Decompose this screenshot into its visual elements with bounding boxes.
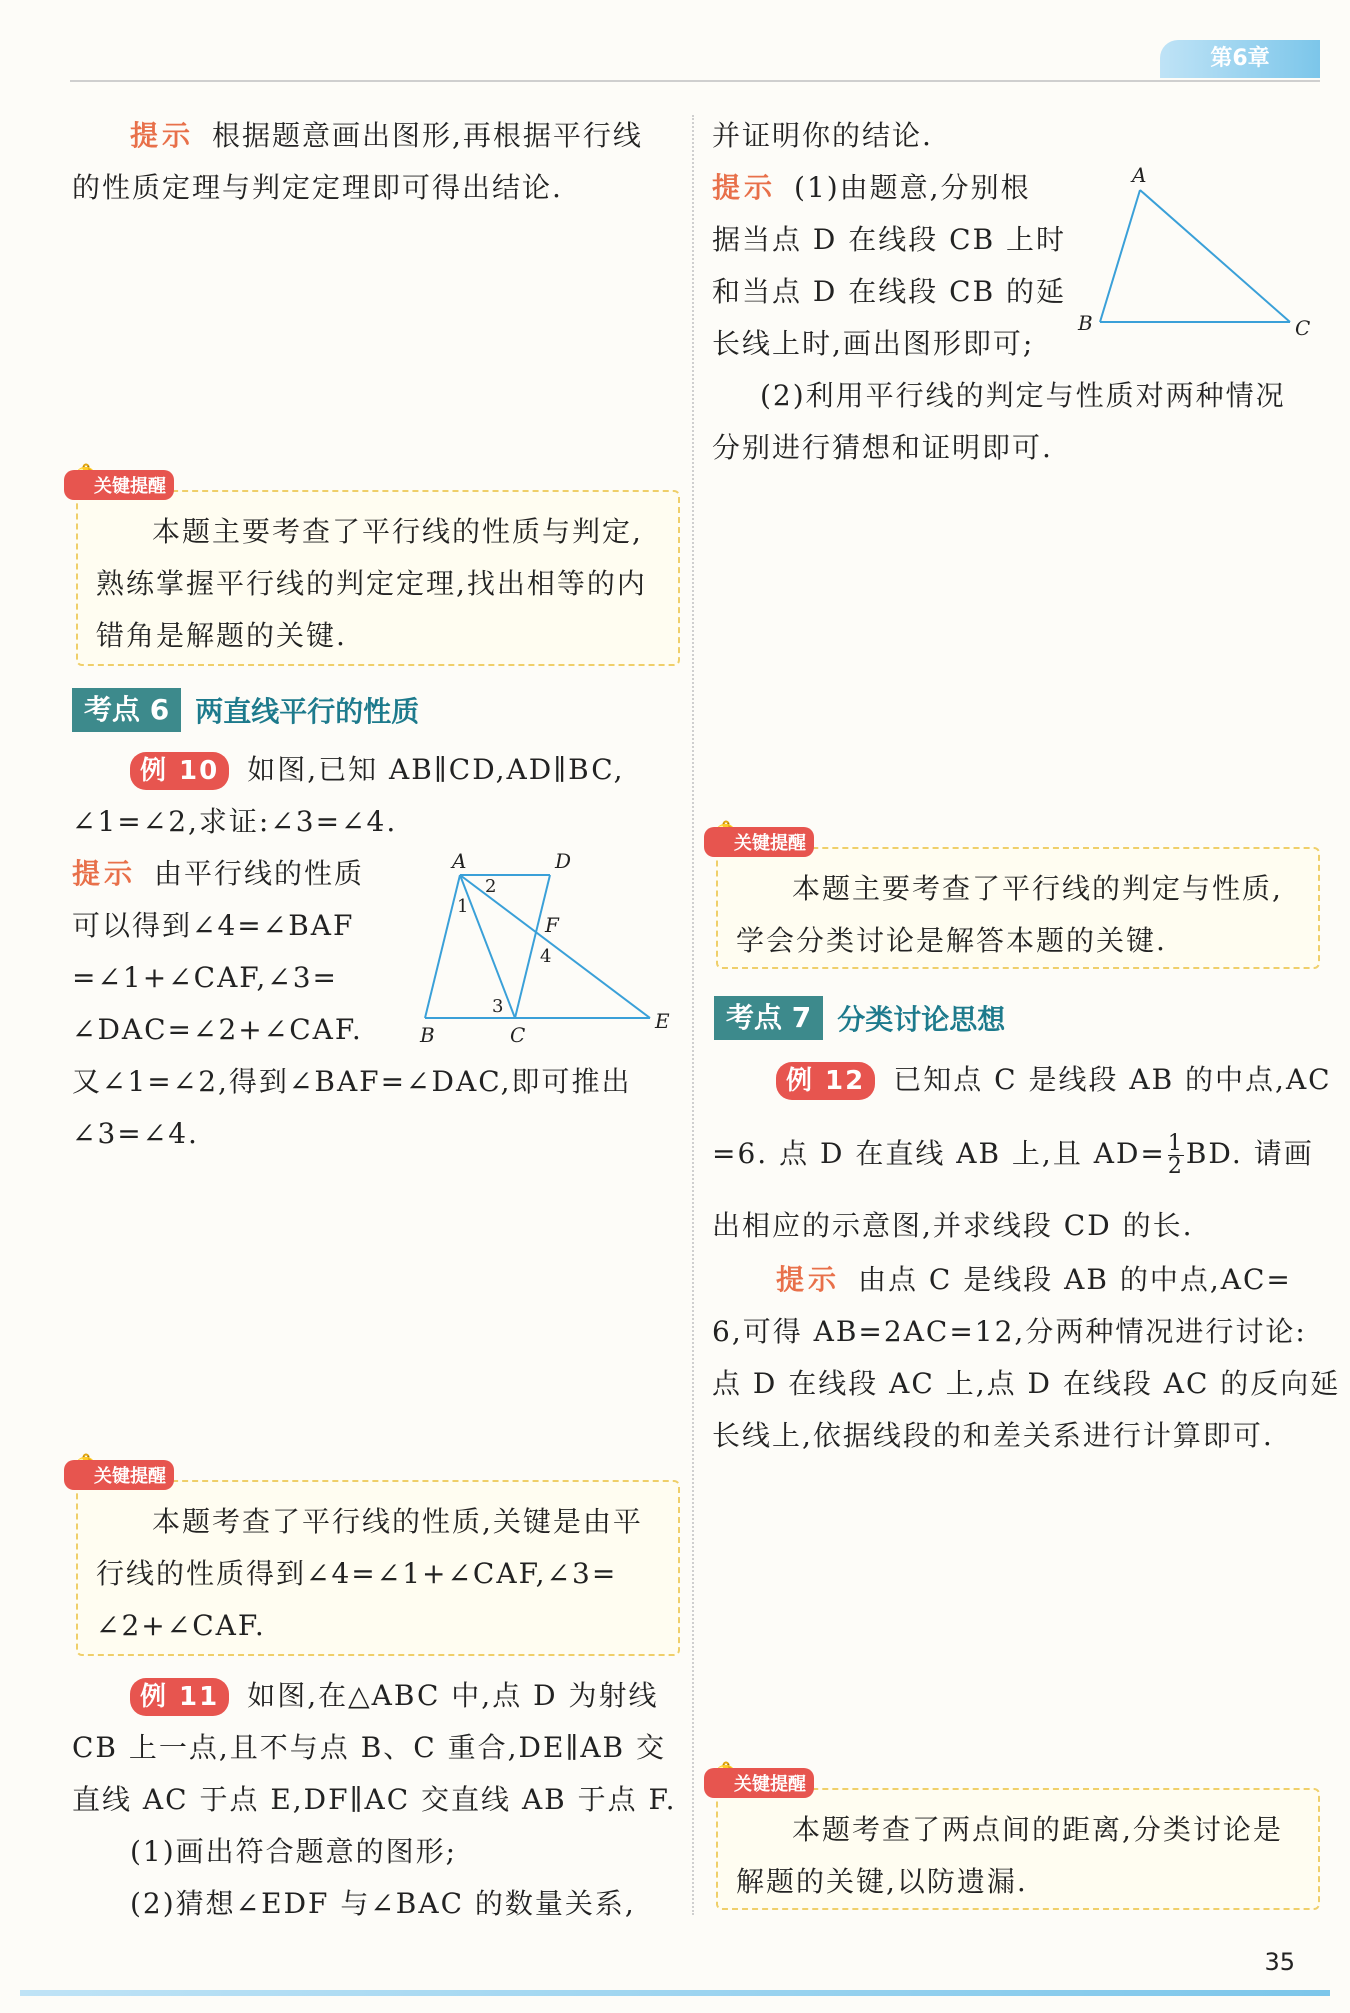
kaodian-7-heading [714,996,1005,1040]
hint12-line2: 6,可得 AB=2AC=12,分两种情况进行讨论: [712,1315,1307,1348]
kaodian-6-heading [72,688,419,732]
label-C: C [510,1023,526,1047]
ex10-line2: ∠1=∠2,求证:∠3=∠4. [72,805,398,838]
hint-label: 提示 [712,171,777,204]
hint11-line4: 长线上时,画出图形即可; [712,327,1035,360]
segment-AB [425,875,460,1018]
hint11-line6: 分别进行猜想和证明即可. [712,431,1053,464]
label-D: D [555,850,572,873]
ex12-line2: =6. 点 D 在直线 AB 上,且 AD= $\frac{1}{2}$ BD. 请画 [712,1131,1314,1179]
ex11-line3: 直线 AC 于点 E,DF∥AC 交直线 AB 于点 F. [72,1783,677,1816]
key-tag: 关键提醒 [704,1768,814,1798]
label-B: B [1078,311,1093,335]
chapter-tab: 第6章 [1160,40,1320,78]
hint10-line2: 可以得到∠4=∠BAF [72,909,355,942]
angle-2: 2 [485,876,497,897]
hint-label: 提示 [130,119,195,152]
hint-label: 提示 [72,857,137,890]
key-tag: 关键提醒 [64,470,174,500]
hint10-line4: ∠DAC=∠2+∠CAF. [72,1013,363,1046]
kaodian-title: 两直线平行的性质 [195,695,420,728]
angle-4: 4 [540,946,552,967]
kaodian-label: 考点 6 [72,688,181,732]
hint12-line4: 长线上,依据线段的和差关系进行计算即可. [712,1419,1274,1452]
key-tag: 关键提醒 [704,827,814,857]
label-E: E [655,1009,670,1033]
label-B: B [420,1023,435,1047]
hint1-line1: 提示 根据题意画出图形,再根据平行线 [130,119,643,152]
hint10-line3: =∠1+∠CAF,∠3= [72,961,339,994]
hint12-line1: 提示 由点 C 是线段 AB 的中点,AC= [776,1263,1292,1296]
hint10-line6: ∠3=∠4. [72,1117,199,1150]
figure-example-10 [410,850,680,1050]
hint11-line5: (2)利用平行线的判定与性质对两种情况 [760,379,1286,412]
ex11-line4: (1)画出符合题意的图形; [130,1835,458,1868]
key-reminder-4 [716,1774,1320,1910]
key4-text: 本题考查了两点间的距离,分类讨论是 解题的关键,以防遗漏. [736,1813,1283,1898]
example-badge: 例 10 [130,752,229,790]
footer-rule [20,1990,1330,1996]
page-number: 35 [1264,1948,1295,1976]
key1-text: 本题主要考查了平行线的性质与判定, 熟练掌握平行线的判定定理,找出相等的内 错角是解题的关键. [96,515,647,652]
ex11-line5: (2)猜想∠EDF 与∠BAC 的数量关系, [130,1887,636,1920]
key-reminder-1 [76,476,680,666]
segment-AC [1140,190,1290,322]
example-badge: 例 12 [776,1062,875,1100]
example-badge: 例 11 [130,1678,229,1716]
figure-example-11 [1070,160,1330,350]
hint11-line2: 据当点 D 在线段 CB 上时 [712,223,1067,256]
angle-1: 1 [457,896,469,917]
hint10-line5: 又∠1=∠2,得到∠BAF=∠DAC,即可推出 [72,1065,632,1098]
label-C: C [1295,316,1311,340]
ex11-line1: 例 11 如图,在△ABC 中,点 D 为射线 [130,1670,658,1722]
segment-AB [1100,190,1140,322]
hint1-line2: 的性质定理与判定定理即可得出结论. [72,171,563,204]
ex10-line1: 例 10 如图,已知 AB∥CD,AD∥BC, [130,744,625,796]
hint12-line3: 点 D 在线段 AC 上,点 D 在线段 AC 的反向延 [712,1367,1341,1400]
ex11-line2: CB 上一点,且不与点 B、C 重合,DE∥AB 交 [72,1731,667,1764]
label-F: F [545,913,559,937]
key-reminder-3 [716,833,1320,969]
key-tag: 关键提醒 [64,1460,174,1490]
column-divider [692,115,694,1915]
angle-3: 3 [492,996,504,1017]
kaodian-label: 考点 7 [714,996,823,1040]
ex12-line3: 出相应的示意图,并求线段 CD 的长. [712,1209,1194,1242]
hint10-line1: 提示 由平行线的性质 [72,857,365,890]
fraction-one-half: $\frac{1}{2}$ [1167,1131,1184,1179]
ex12-line1: 例 12 已知点 C 是线段 AB 的中点,AC [776,1054,1332,1106]
label-A: A [452,850,467,873]
key3-text: 本题主要考查了平行线的判定与性质, 学会分类讨论是解答本题的关键. [736,872,1283,957]
header-rule [70,80,1320,82]
hint11-line3: 和当点 D 在线段 CB 的延 [712,275,1067,308]
hint11-line1: 提示 (1)由题意,分别根 [712,171,1031,204]
key-reminder-2 [76,1466,680,1656]
label-A: A [1132,163,1147,187]
hint-label: 提示 [776,1263,841,1296]
kaodian-title: 分类讨论思想 [837,1003,1006,1036]
ex11-continuation: 并证明你的结论. [712,119,933,152]
key2-text: 本题考查了平行线的性质,关键是由平 行线的性质得到∠4=∠1+∠CAF,∠3= ∠2+∠CAF. [96,1505,643,1642]
